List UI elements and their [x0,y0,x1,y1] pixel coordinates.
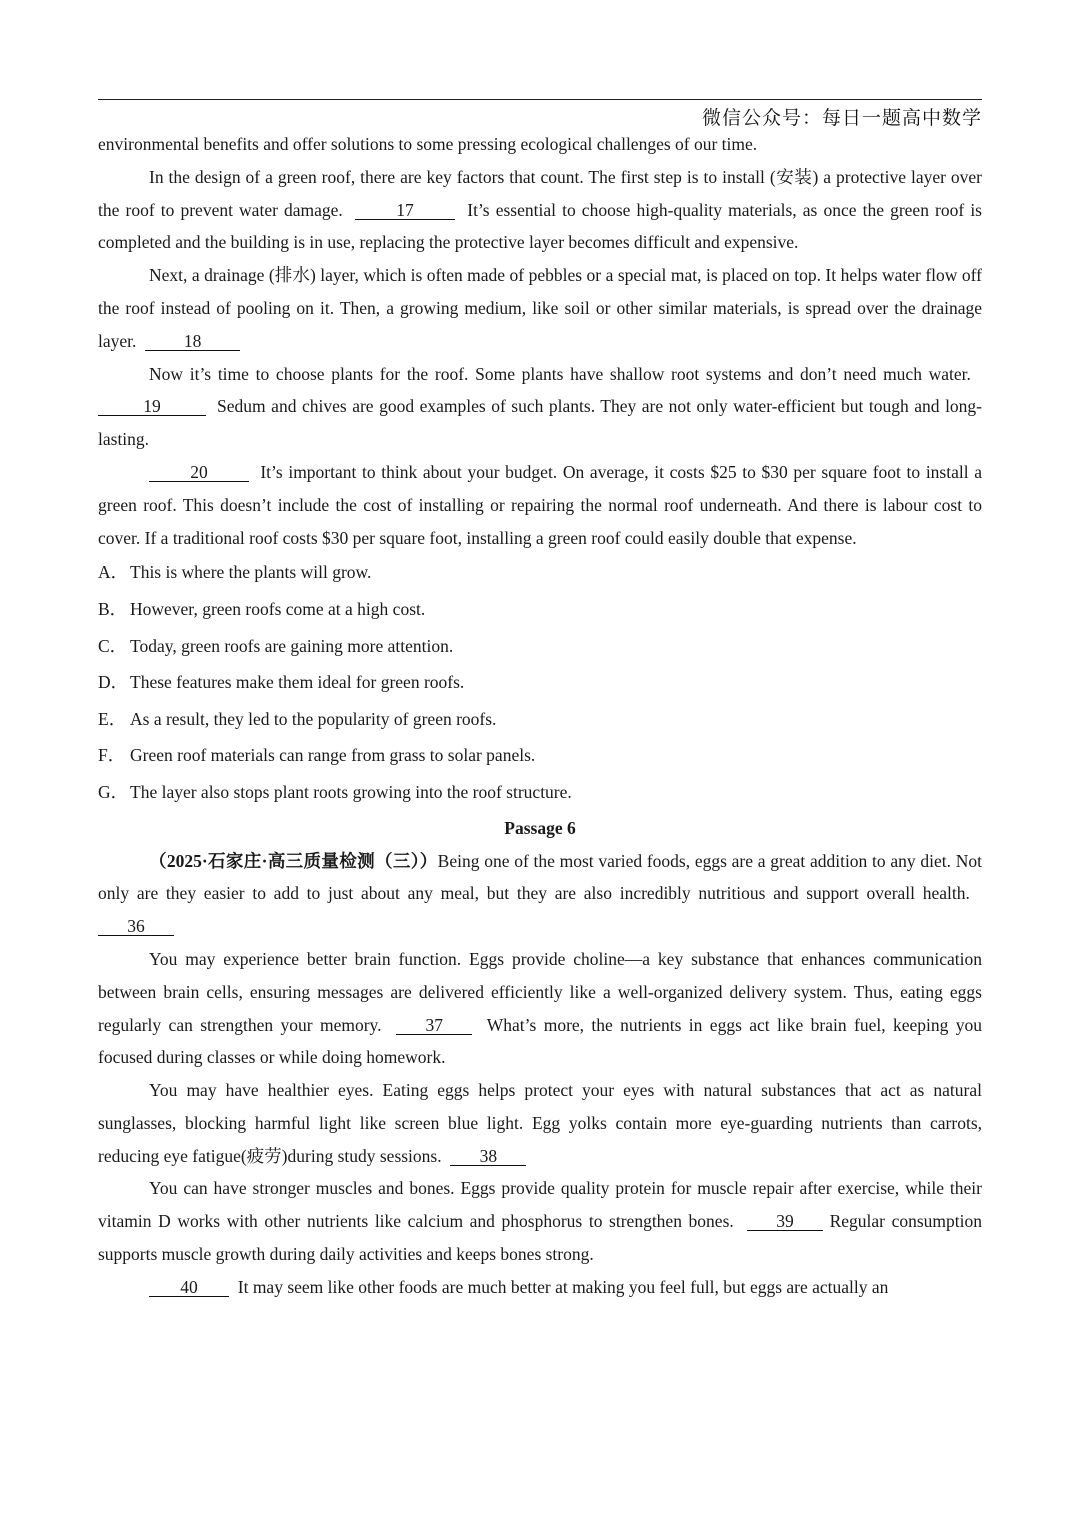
text: Now it’s time to choose plants for the roof. Some plants have shallow root systems and don’t need much water. [149,363,971,384]
option-text: However, green roofs come at a high cost. [130,598,426,619]
paragraph-eggs-intro [98,845,982,943]
text: You may experience better brain function. Eggs provide choline—a key substance that enhances communication between brain cells, ensuring messages are delivered efficiently like a well-organized delivery system. Thus, eating eggs regularly can strengthen your memory. [98,948,982,1035]
text: It’s essential to choose high-quality materials, as once the green roof is completed and the building is in use, replacing the protective layer becomes difficult and expensive. [98,199,982,253]
text: You may have healthier eyes. Eating eggs helps protect your eyes with natural substances that act as natural sunglasses, blocking harmful light like screen blue light. Egg yolks contain more eye-guarding nutrients than carrots, reducing eye fatigue(疲劳)during study sessions. [98,1080,982,1166]
blank-18[interactable]: 18 [145,332,240,351]
text: You can have stronger muscles and bones. Eggs provide quality protein for muscle repair after exercise, while their vitamin D works with other nutrients like calcium and phosphorus to strengthen bones. [98,1178,982,1232]
text: environmental benefits and offer solutions to some pressing ecological challenges of our time. [98,134,758,154]
option-key: D． [98,672,129,693]
option-d[interactable] [98,664,982,701]
option-key: A． [98,562,129,583]
paragraph-fullness [98,1271,982,1304]
blank-39[interactable]: 39 [747,1212,823,1231]
text: It’s important to think about your budget. On average, it costs $25 to $30 per square foot to install a green roof. This doesn’t include the cost of installing or repairing the normal roof underneath. And there is labour cost to cover. If a traditional roof costs $30 per square foot, installing a green roof could easily double that expense. [98,461,983,548]
text: In the design of a green roof, there are key factors that count. The first step is to install (安装) a protective layer over the roof to prevent water damage. [98,166,982,220]
option-e[interactable] [98,701,982,738]
option-g[interactable] [98,774,982,811]
option-text: Green roof materials can range from grass to solar panels. [130,745,536,766]
blank-38[interactable]: 38 [450,1147,526,1166]
source-label: （2025·石家庄·高三质量检测（三）） [149,850,438,871]
paragraph-brain [98,943,982,1074]
text: Regular consumption supports muscle growth during daily activities and keeps bones strong. [98,1211,983,1265]
option-key: G． [98,781,129,802]
paragraph-drainage [98,259,982,357]
options-list [98,554,982,810]
option-text: Today, green roofs are gaining more attention. [130,635,454,656]
option-b[interactable] [98,591,982,628]
blank-40[interactable]: 40 [149,1278,229,1297]
paragraph-eyes [98,1074,982,1172]
paragraph-intro-tail [98,128,982,161]
blank-36[interactable]: 36 [98,917,174,936]
option-f[interactable] [98,737,982,774]
option-c[interactable] [98,628,982,665]
option-text: The layer also stops plant roots growing into the roof structure. [130,781,572,802]
page-content [98,128,982,1304]
option-key: C． [98,635,128,656]
option-key: B． [98,598,128,619]
text: It may seem like other foods are much better at making you feel full, but eggs are actually an [237,1276,889,1297]
text: Next, a drainage (排水) layer, which is often made of pebbles or a special mat, is placed on top. It helps water flow off the roof instead of pooling on it. Then, a growing medium, like soil or other similar materials, is spread over the drainage layer. [98,265,982,351]
option-key: F． [98,745,126,766]
blank-17[interactable]: 17 [355,201,455,220]
paragraph-plants [98,358,982,456]
paragraph-protective-layer [98,161,982,259]
header-watermark: 微信公众号：每日一题高中数学 [701,107,982,129]
header-rule [98,99,982,100]
blank-19[interactable]: 19 [98,397,206,416]
option-key: E． [98,708,127,729]
paragraph-budget [98,456,982,554]
blank-20[interactable]: 20 [149,463,249,482]
option-text: This is where the plants will grow. [130,562,372,583]
text: Sedum and chives are good examples of such plants. They are not only water-efficient but tough and long-lasting. [98,396,983,450]
option-text: As a result, they led to the popularity of green roofs. [130,708,497,729]
option-a[interactable] [98,554,982,591]
passage-title: Passage 6 [504,817,576,838]
text: Being one of the most varied foods, eggs are a great addition to any diet. Not only are they easier to add to just about any meal, but they are also incredibly nutritious and support overall health. [98,850,982,904]
text: What’s more, the nutrients in eggs act like brain fuel, keeping you focused during classes or while doing homework. [98,1014,983,1068]
blank-37[interactable]: 37 [396,1016,472,1035]
option-text: These features make them ideal for green roofs. [130,672,465,693]
paragraph-muscles [98,1172,982,1270]
